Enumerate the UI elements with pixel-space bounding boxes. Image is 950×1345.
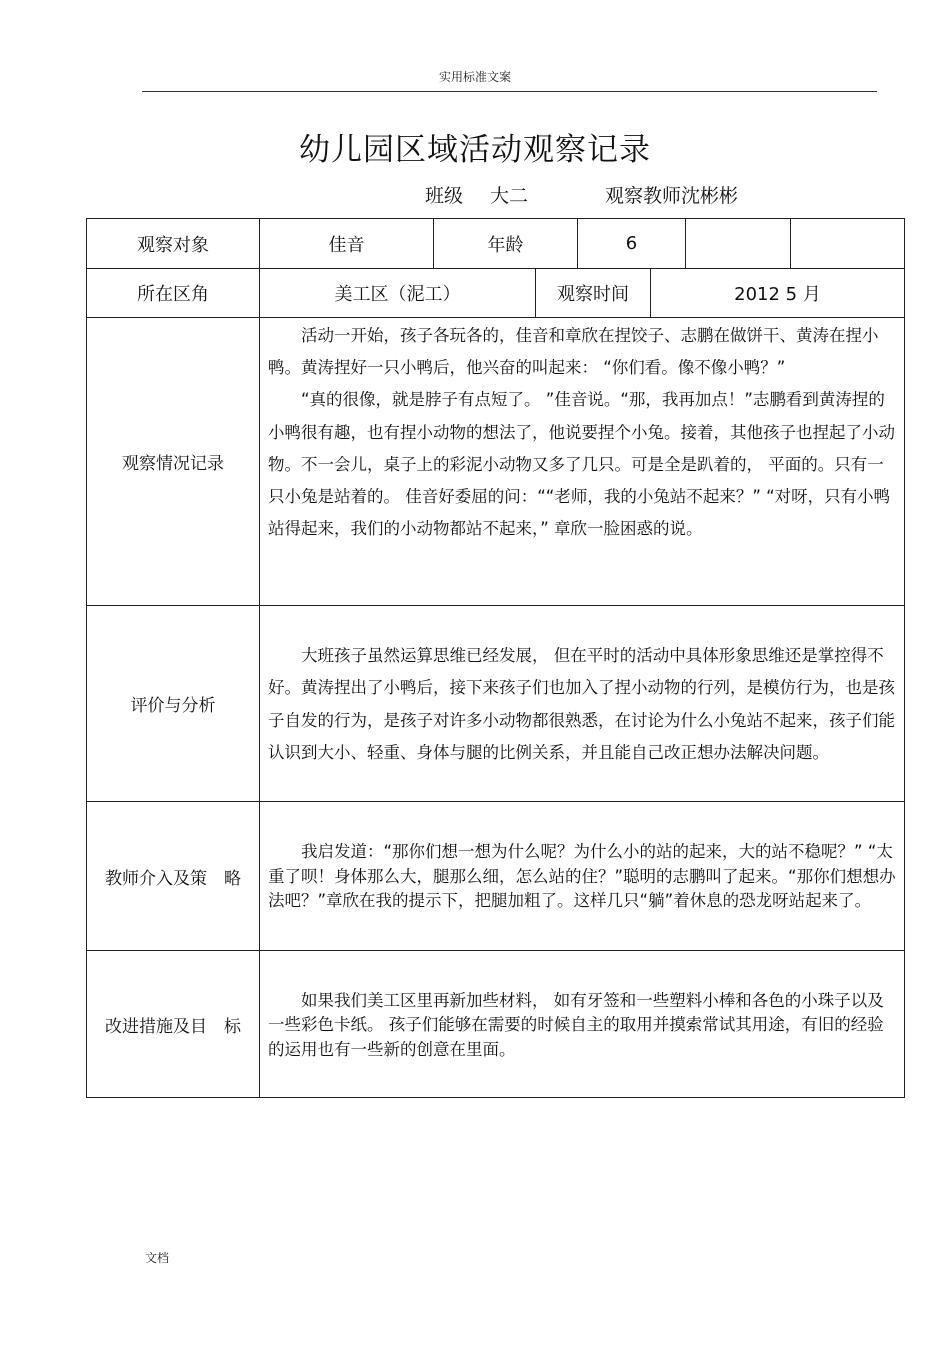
observation-record-table [86, 218, 905, 1098]
analysis-label: 评价与分析 [87, 606, 260, 802]
empty-cell [791, 219, 905, 269]
page-header: 实用标准文案 [438, 70, 511, 84]
improvement-label: 改进措施及目 标 [87, 951, 260, 1098]
class-label: 班级 [425, 185, 464, 207]
observation-label: 观察情况记录 [87, 318, 260, 606]
improvement-content [260, 951, 905, 1098]
analysis-paragraph: 大班孩子虽然运算思维已经发展， 但在平时的活动中具体形象思维还是掌控得不好。黄涛捏出了小鸭后，接下来孩子们也加入了捏小动物的行列，是模仿行为，也是孩子自发的行为，是孩子对许多小动物都很熟悉，在讨论为什么小兔站不起来，孩子们能认识到大小、轻重、身体与腿的比例关系，并且能自己改正想办法解决问题。 [268, 646, 895, 762]
improvement-paragraph: 如果我们美工区里再新加些材料， 如有牙签和一些塑料小棒和各色的小珠子以及一些彩色卡纸。 孩子们能够在需要的时候自主的取用并摸索常试其用途，有旧的经验的运用也有一些新的创意在里面。 [268, 991, 884, 1059]
row-object [87, 219, 905, 269]
observation-paragraph: 活动一开始，孩子各玩各的，佳音和章欣在捏饺子、志鹏在做饼干、黄涛在捏小鸭。黄涛捏好一只小鸭后，他兴奋的叫起来： “你们看。像不像小鸭？” [268, 326, 879, 378]
row-intervention [87, 802, 905, 951]
row-analysis [87, 606, 905, 802]
intervention-paragraph: 我启发道：“那你们想一想为什么呢？为什么小的站的起来，大的站不稳呢？” “太重了呗！身体那么大，腿那么细，怎么站的住？”聪明的志鹏叫了起来。“那你们想想办法吧？”章欣在我的提示下，把腿加粗了。这样几只“躺”着休息的恐龙呀站起来了。 [268, 842, 896, 911]
intervention-content [260, 802, 905, 951]
analysis-content [260, 606, 905, 802]
row-observation [87, 318, 905, 606]
observer-teacher: 观察教师沈彬彬 [605, 185, 739, 207]
object-label: 观察对象 [87, 219, 260, 269]
area-value: 美工区（泥工） [260, 269, 536, 318]
class-value: 大二 [490, 185, 529, 207]
intervention-label: 教师介入及策 略 [87, 802, 260, 951]
area-label: 所在区角 [87, 269, 260, 318]
observation-paragraph: “真的很像，就是脖子有点短了。 ”佳音说。“那，我再加点！”志鹏看到黄涛捏的小鸭很有趣，也有捏小动物的想法了，他说要捏个小兔。接着，其他孩子也捏起了小动物。不一会儿，桌子上的彩泥小动物又多了几只。可是全是趴着的， 平面的。只有一只小兔是站着的。 佳音好委屈的问：““老师，我的小兔站不起来？” “对呀，只有小鸭站得起来，我们的小动物都站不起来，” 章欣一脸困惑的说。 [268, 390, 895, 539]
row-area [87, 269, 905, 318]
age-value: 6 [578, 219, 686, 269]
observation-content [260, 318, 905, 606]
page-footer: 文档 [145, 1251, 170, 1265]
document-title: 幼儿园区域活动观察记录 [299, 132, 651, 168]
row-improvement [87, 951, 905, 1098]
age-label: 年龄 [434, 219, 578, 269]
time-value: 2012 5 月 [651, 269, 905, 318]
object-value: 佳音 [260, 219, 434, 269]
header-divider [142, 91, 877, 92]
time-label: 观察时间 [536, 269, 651, 318]
empty-cell [686, 219, 791, 269]
